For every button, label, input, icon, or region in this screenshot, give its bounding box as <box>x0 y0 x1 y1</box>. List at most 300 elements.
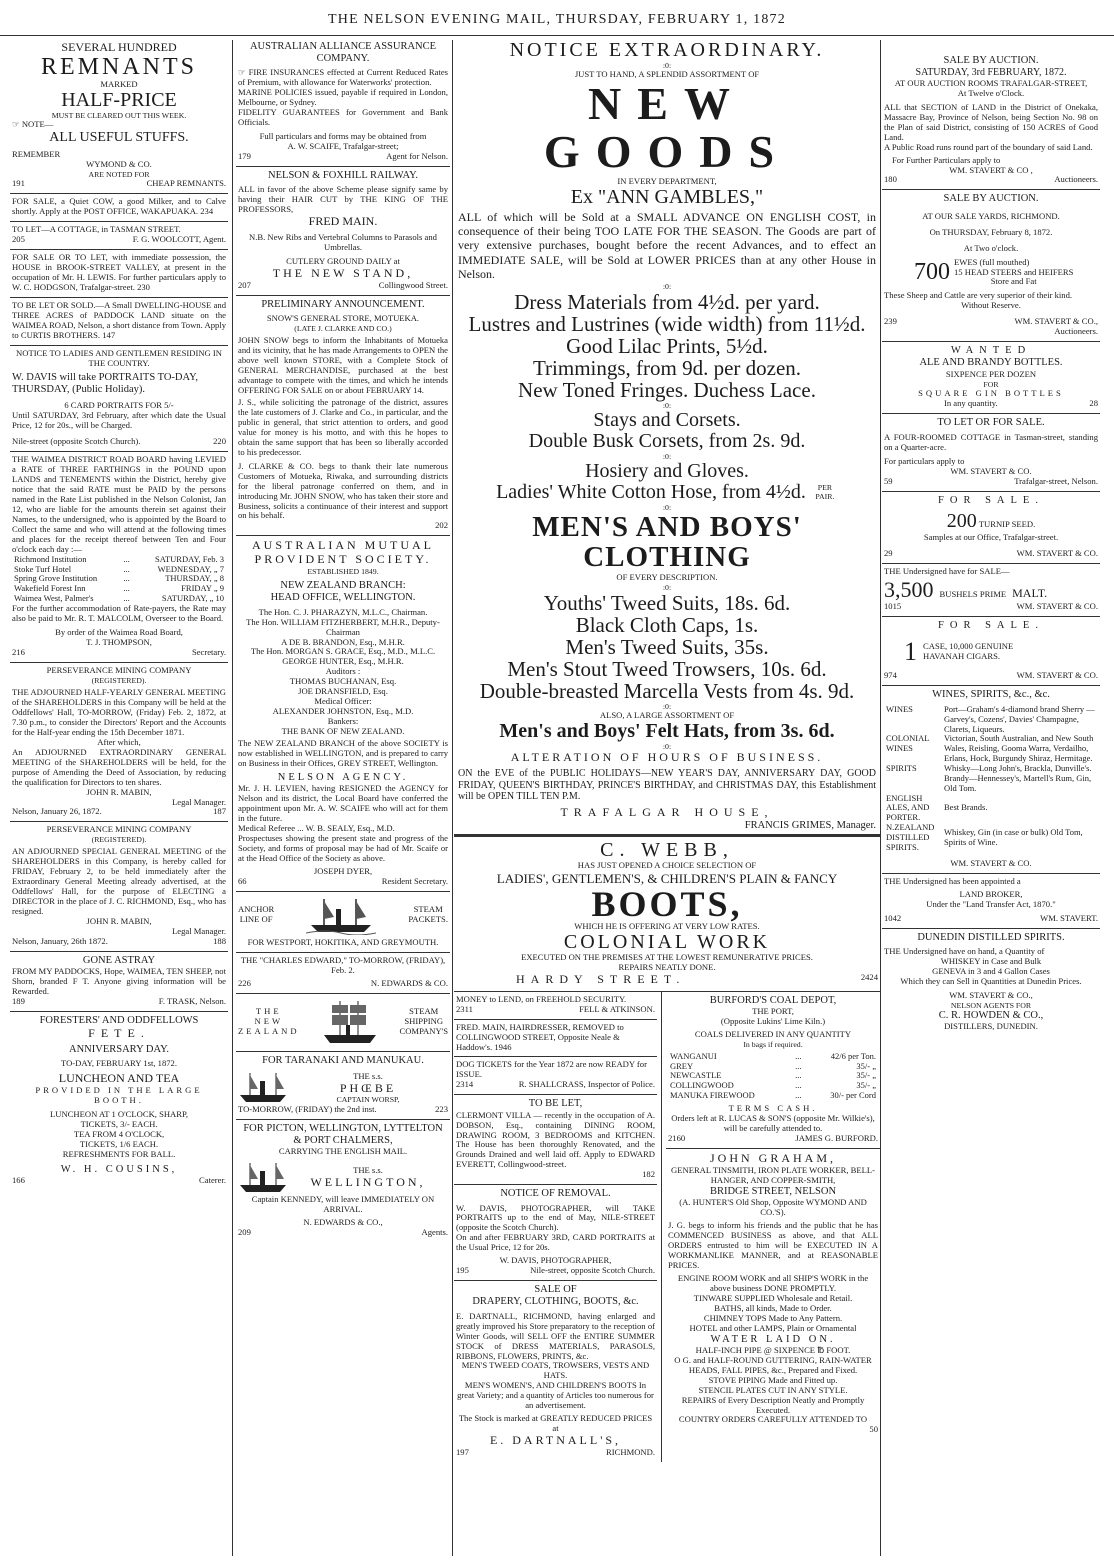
ad-text: MONEY to LEND, on FREEHOLD SECURITY. <box>456 993 627 1004</box>
wine-category: N.ZEALAND DISTILLED SPIRITS. <box>886 822 935 852</box>
ad-text: AN ADJOURNED SPECIAL GENERAL MEETING of the SHAREHOLDERS in this Company, is hereby called for FRIDAY, February 2, to be held immediately after the Extraordinary General Meeting already advertised, at the Oddfellows' Hall, for the purpose of ELECTING a DIRECTOR in the place of J. C. RICHMOND, Esq., who has resigned. <box>12 846 226 917</box>
ad-line: 15 HEAD STEERS and HEIFERS <box>954 266 1074 277</box>
ad-line: COMPANY'S <box>399 1025 448 1036</box>
ad-number: 50 <box>869 1424 878 1435</box>
ad-line: OF EVERY DESCRIPTION. <box>616 571 718 582</box>
ad-line: REFRESHMENTS FOR BALL. <box>62 1149 176 1160</box>
ad-line: (Opposite Lukins' Lime Kiln.) <box>720 1015 826 1026</box>
ad-line: Resident Secretary. <box>381 875 448 886</box>
coal-row-cell: COLLINGWOOD <box>670 1080 734 1091</box>
ad-line: Legal Manager. <box>172 926 226 937</box>
price-item: New Toned Fringes. Duchess Lace. <box>518 377 816 402</box>
ad-sign: F. G. WOOLCOTT, Agent. <box>132 234 226 245</box>
ad-line: THE s.s. <box>353 1070 383 1081</box>
ad-line: (A. HUNTER'S Old Shop, Opposite WYMOND AND CO.'S). <box>679 1196 867 1217</box>
wine-category: SPIRITS <box>886 762 917 773</box>
board-list <box>238 608 448 668</box>
ad-line: REPAIRS NEATLY DONE. <box>618 961 716 972</box>
ad-head: PERSEVERANCE MINING COMPANY <box>46 824 192 835</box>
ad-head: ALTERATION OF HOURS OF BUSINESS. <box>510 750 824 765</box>
ad-head: WANTED <box>950 345 1032 357</box>
ad-number: 28 <box>1089 397 1098 408</box>
ad-line: By order of the Waimea Road Board, <box>55 626 183 637</box>
ad-line: SALE OF <box>534 1284 577 1296</box>
coal-row-cell: ... <box>795 1050 802 1061</box>
ad-line: TRAFALGAR HOUSE, <box>560 804 774 819</box>
ad-title: AUSTRALIAN MUTUAL <box>252 538 434 553</box>
ad-line: NELSON AGENTS FOR <box>950 1000 1032 1010</box>
ad-title: WELLINGTON, <box>310 1175 426 1190</box>
ad-number: 2314 <box>456 1079 474 1090</box>
schedule-row-cell: ... <box>123 563 130 574</box>
ad-number: 226 <box>238 977 251 988</box>
board-member: A DE B. BRANDON, Esq., M.H.R. <box>281 636 405 647</box>
ad-line: JOE DRANSFIELD, Esq. <box>298 686 388 697</box>
ad-line: Trafalgar-street, Nelson. <box>1014 475 1098 486</box>
ad-sign: WM. STAVERT & CO., <box>949 989 1033 1000</box>
ad-sign: R. SHALLCRASS, Inspector of Police. <box>518 1079 655 1090</box>
ad-head: SALE BY AUCTION. <box>943 55 1039 66</box>
ad-number: 2160 <box>668 1132 686 1143</box>
price-item: Men's Stout Tweed Trowsers, 10s. 6d. <box>507 656 827 681</box>
ad-title: COLONIAL WORK <box>563 930 771 953</box>
board-member: The Hon. WILLIAM FITZHERBERT, M.H.R., Deputy-Chairman <box>246 616 440 637</box>
separator: :0: <box>662 582 672 592</box>
ad-line: MALT. <box>1012 585 1048 600</box>
ad-sign: WM. STAVERT & CO. <box>950 857 1032 868</box>
ad-line: COALS DELIVERED IN ANY QUANTITY <box>694 1028 852 1039</box>
taranaki-ad <box>236 1052 450 1120</box>
ad-line: TERMS CASH. <box>728 1103 818 1114</box>
ad-line: W. DAVIS will take PORTRAITS TO-DAY, THURSDAY, (Public Holiday). <box>12 371 198 395</box>
ad-line: Nile-street, opposite Scotch Church. <box>530 1265 655 1276</box>
ad-number: 59 <box>884 475 893 486</box>
coal-row-cell: 30/- per Cord <box>830 1090 876 1101</box>
ad-line: HAS JUST OPENED A CHOICE SELECTION OF <box>577 859 757 870</box>
ad-number: 197 <box>456 1447 469 1458</box>
ad-line: BATHS, all kinds, Made to Order. <box>714 1302 832 1313</box>
waimea-ad <box>10 452 228 663</box>
wine-list: Whiskey, Gin (in case or bulk) Old Tom, Spirits of Wine. <box>944 827 1083 847</box>
amp-ad <box>236 536 450 892</box>
ad-line: Under the "Land Transfer Act, 1870." <box>926 898 1056 909</box>
ad-text: FOR SALE, a Quiet COW, a good Milker, and to Calve shortly. Apply at the POST OFFICE, WAKAPUAKA. <box>12 196 226 217</box>
separator: :0: <box>662 701 672 711</box>
ad-line: Captain KENNEDY, will leave IMMEDIATELY ON ARRIVAL. <box>251 1194 435 1215</box>
ad-number: 195 <box>456 1265 469 1276</box>
ad-text: W. DAVIS, PHOTOGRAPHER, will TAKE PORTRAITS up to the end of May, NILE-STREET (opposite the Scotch Church). <box>456 1202 655 1233</box>
ad-text: These Sheep and Cattle are very superior of their kind. <box>884 290 1073 301</box>
ad-number: 189 <box>12 996 25 1007</box>
ad-line: At Two o'clock. <box>963 242 1019 253</box>
ad-line: STEAM <box>413 903 443 914</box>
board-member: The Hon. MORGAN S. GRACE, Esq., M.D., M.L.C. <box>250 646 436 657</box>
ad-line: LADIES', GENTLEMEN'S, & CHILDREN'S PLAIN & FANCY <box>496 870 838 886</box>
price-item: Good Lilac Prints, 5½d. <box>566 333 768 358</box>
ad-number: 179 <box>238 151 251 162</box>
ad-text: J. G. begs to inform his friends and the public that he has COMMENCED BUSINESS as above, and that ALL ORDERS entrusted to him will be EXECUTED IN A WORKMANLIKE MANNER, and at REASONABLE PRICES. <box>668 1219 878 1270</box>
perseverance-ad-1 <box>10 663 228 823</box>
ad-line: CAPTAIN WORSP, <box>336 1095 400 1105</box>
ad-sign: FRANCIS GRIMES, Manager. <box>744 819 876 831</box>
ad-sign: WM. STAVERT & CO. <box>1016 669 1098 680</box>
ad-line: Agent for Nelson. <box>386 151 448 162</box>
price-item: Youths' Tweed Suits, 18s. 6d. <box>543 590 791 615</box>
ad-line: TURNIP SEED. <box>978 518 1036 529</box>
wine-row <box>884 764 1098 794</box>
ad-line: THE PORT, <box>752 1005 794 1016</box>
ad-line: REPAIRS of Every Description Neatly and Promptly Executed. <box>681 1394 865 1415</box>
schedule-row-cell: FRIDAY „ 9 <box>181 583 224 594</box>
ad-line: CUTLERY GROUND DAILY at <box>286 255 400 266</box>
schedule-row-cell: Spring Grove Institution <box>14 573 98 584</box>
price-item: Men's Tweed Suits, 35s. <box>565 634 769 659</box>
ad-line: AT OUR SALE YARDS, RICHMOND. <box>922 210 1060 221</box>
ad-line: Collingwood Street. <box>378 279 448 290</box>
ad-sign: WM. STAVERT & CO , <box>949 164 1033 175</box>
ad-title: 3,500 <box>884 576 934 602</box>
ad-title: 200 <box>946 509 977 532</box>
ad-text: An ADJOURNED EXTRAORDINARY GENERAL MEETING of the SHAREHOLDERS will be held, for the purpose of Amending the Deed of Association, by reducing the qualification for Directors to ten shares. <box>12 746 226 787</box>
schedule-row-cell: Stoke Turf Hotel <box>14 563 72 574</box>
ad-line: AT OUR AUCTION ROOMS TRAFALGAR-STREET, <box>894 77 1088 88</box>
ad-line: SNOW'S GENERAL STORE, MOTUEKA. <box>266 313 420 323</box>
coal-row-cell: 35/- „ <box>856 1060 876 1071</box>
wine-list: Best Brands. <box>944 802 988 813</box>
ad-line: ☞ NOTE— <box>12 119 54 130</box>
column-4 <box>882 38 1100 1560</box>
ad-line: PACKETS. <box>408 913 448 924</box>
railway-ad <box>236 167 450 296</box>
ad-sign: A. W. SCAIFE, Trafalgar-street; <box>287 141 399 152</box>
anchor-line-ad <box>236 892 450 953</box>
picton-ad <box>236 1120 450 1242</box>
coal-row-cell: MANUKA FIREWOOD <box>670 1090 755 1101</box>
ad-line: Secretary. <box>191 646 226 657</box>
ad-line: MEN'S TWEED COATS, TROWSERS, VESTS AND HATS. <box>461 1360 650 1381</box>
ad-head: AUSTRALIAN ALLIANCE ASSURANCE COMPANY. <box>249 41 437 65</box>
schedule-row-cell: ... <box>123 573 130 584</box>
ad-line: O G. and HALF-ROUND GUTTERING, RAIN-WATER HEADS, FALL PIPES, &c., Prepared and Fixed. <box>674 1354 872 1375</box>
ad-line: MEN'S WOMEN'S, AND CHILDREN'S BOOTS In great Variety; and a quantity of Articles too numerous for an advertisement. <box>457 1380 654 1411</box>
column-3 <box>454 38 880 1560</box>
ad-number: 2424 <box>860 971 878 982</box>
ad-head: FOR SALE. <box>938 494 1044 506</box>
price-item: Lustres and Lustrines (wide width) from 11½d. <box>468 311 866 336</box>
cottage-let-ad <box>882 414 1100 492</box>
ad-sign: JOHN R. MABIN, <box>86 786 152 797</box>
ad-line: WYMOND & CO. <box>86 159 152 170</box>
ad-number: 202 <box>435 520 448 531</box>
ad-line: After which, <box>97 736 141 747</box>
dunedin-spirits-ad <box>882 929 1100 1036</box>
ad-line: TICKETS, 1/6 EACH. <box>79 1139 159 1150</box>
ad-line: In any quantity. <box>944 397 998 408</box>
wine-list: Port—Graham's 4-diamond brand Sherry — Garvey's, Cozens', Davies' Champagne, Clarets, Liqueurs. <box>944 703 1095 734</box>
ad-line: TO-MORROW, (FRIDAY) the 2nd inst. <box>238 1104 377 1114</box>
steamship-icon <box>306 895 376 935</box>
ad-line: LUNCHEON AT 1 O'CLOCK, SHARP, <box>50 1109 188 1120</box>
ad-line: STENCIL PLATES CUT IN ANY STYLE. <box>698 1384 848 1395</box>
ad-line: SHIPPING <box>404 1015 444 1026</box>
ad-line: The Stock is marked at GREATLY REDUCED PRICES at <box>458 1413 653 1434</box>
ad-head: PRELIMINARY ANNOUNCEMENT. <box>261 298 425 310</box>
schedule-row-cell: SATURDAY, „ 10 <box>161 593 224 604</box>
column-1 <box>10 38 228 1560</box>
turnip-seed-ad <box>882 492 1100 564</box>
malt-ad <box>882 564 1100 617</box>
ad-sign: N. EDWARDS & CO. <box>370 977 448 988</box>
ad-title: FRED MAIN. <box>308 214 378 229</box>
ad-number: 2311 <box>456 1003 473 1014</box>
ad-line: WHISKEY in Case and Bulk <box>940 955 1042 966</box>
wine-list: Victorian, South Australian, and New South Wales, Reisling, Gooma Warra, Verdailho, Erlans, Hock, Burgundy Shiraz, Hermitage. <box>944 733 1094 764</box>
ad-text: TO BE LET OR SOLD.—A Small DWELLING-HOUSE and THREE ACRES of PADDOCK LAND situate on the WAIMEA ROAD, Nelson, a short distance from Town. Apply to CURTIS BROTHERS. <box>12 299 226 340</box>
ad-head: SALE BY AUCTION. <box>943 193 1039 205</box>
ad-number: 216 <box>12 646 25 657</box>
ad-line: (REGISTERED). <box>91 835 147 845</box>
ad-line: At Twelve o'Clock. <box>957 87 1025 98</box>
steamship-icon <box>238 1161 288 1195</box>
ad-sign: JAMES G. BURFORD. <box>795 1132 878 1143</box>
wines-ad <box>882 686 1100 874</box>
ad-line: ANCHOR <box>238 903 275 914</box>
ad-line: FORESTERS' AND ODDFELLOWS <box>39 1015 199 1027</box>
ad-number: 223 <box>435 1104 448 1114</box>
ad-line: GENEVA in 3 and 4 Gallon Cases <box>932 965 1050 976</box>
schedule-row-cell: THURSDAY, „ 8 <box>165 573 224 584</box>
ad-text: J. S., while soliciting the patronage of the district, assures the late customers of J. Clarke and Co., in particular, and the public in general, that strict attention to orders, and good value for money is his motto, and with this he hopes to obtain the same support that has been so liberally accorded to his predecessor. <box>238 396 448 457</box>
ad-text: J. CLARKE & CO. begs to thank their late numerous Customers of Motueka, Riwaka, and surrounding districts for the liberal patronage conferred on them, and in introducing Mr. JOHN SNOW, who has taken their store and Business, solicits a continuance of their interest and support on his behalf. <box>238 460 448 521</box>
ad-text: For the further accommodation of Rate-payers, the Rate may also be paid to Mr. R. T. MALCOLM, Overseer to the Board. <box>12 603 226 623</box>
ad-title: PHŒBE <box>339 1080 397 1095</box>
ad-text: On and after FEBRUARY 3RD, CARD PORTRAITS at the Usual Price, 12 for 20s. <box>456 1232 655 1253</box>
ad-line: NEW ZEALAND BRANCH: <box>280 580 406 592</box>
ad-number: 230 <box>137 282 150 293</box>
paddock-ad <box>10 298 228 346</box>
ad-head: FOR PICTON, WELLINGTON, LYTTELTON & PORT CHALMERS, <box>243 1122 443 1147</box>
ad-line: STOVE PIPING Made and Fitted up. <box>708 1374 838 1385</box>
ad-text: FOR SALE OR TO LET, with immediate possession, the HOUSE in BROOK-STREET VALLEY, at present in the occupation of Mr. H. LEWIS. For further particulars apply to W. C. HODGSON, Trafalgar-street. <box>12 252 226 293</box>
ad-line: WHICH HE IS OFFERING AT VERY LOW RATES. <box>574 920 760 931</box>
ad-text: Mr. J. H. LEVIEN, having RESIGNED the AGENCY for Nelson and its district, the Local Board have conferred the appointment upon Mr. A. W. SCAIFE who will act for them in the future. <box>238 783 448 824</box>
schedule-row-cell: Wakefield Forest Inn <box>14 583 86 594</box>
steamship-icon <box>238 1071 288 1105</box>
ad-line: ALSO, A LARGE ASSORTMENT OF <box>599 710 735 721</box>
ad-sign: WM. STAVERT. <box>1040 912 1098 923</box>
wine-row <box>884 734 1098 764</box>
ad-head: BURFORD'S COAL DEPOT, <box>709 994 837 1006</box>
column-2 <box>236 38 450 1560</box>
ad-line: HEAD OFFICE, WELLINGTON. <box>270 592 416 604</box>
ad-line: ENGINE ROOM WORK and all SHIP'S WORK in the above business DONE PROMPTLY. <box>677 1272 869 1293</box>
ad-line: FOR WESTPORT, HOKITIKA, AND GREYMOUTH. <box>247 936 439 947</box>
ad-title: MEN'S AND BOYS' CLOTHING <box>532 510 802 574</box>
ad-line: TO-DAY, FEBRUARY 1st, 1872. <box>60 1058 178 1069</box>
ad-text: THE "CHARLES EDWARD," TO-MORROW, (FRIDAY), Feb. 2. <box>240 954 446 975</box>
price-item: Dress Materials from 4½d. per yard. <box>514 289 820 314</box>
ad-line: C. R. HOWDEN & CO., <box>938 1009 1044 1021</box>
coal-row-cell: ... <box>795 1080 802 1091</box>
ad-line: Ladies' White Cotton Hose, from 4½d. <box>496 480 806 503</box>
ad-head: NELSON & FOXHILL RAILWAY. <box>268 170 418 182</box>
coal-row <box>668 1091 878 1101</box>
ad-head: TO LET OR FOR SALE. <box>937 416 1045 428</box>
price-list <box>458 592 876 702</box>
ad-line: ZEALAND <box>238 1025 300 1036</box>
ad-line: JUST TO HAND, A SPLENDID ASSORTMENT OF <box>574 69 760 80</box>
ad-line: Bankers: <box>327 716 359 727</box>
ad-title: JOHN GRAHAM, <box>709 1150 836 1165</box>
ad-sign: N. EDWARDS & CO., <box>303 1217 383 1228</box>
prelim-ad <box>236 296 450 537</box>
schedule-row-cell: ... <box>123 553 130 564</box>
ad-sign: W. DAVIS, PHOTOGRAPHER, <box>499 1255 612 1266</box>
land-broker-ad <box>882 874 1100 929</box>
money-ad <box>454 992 657 1020</box>
ad-line: LUNCHEON AND TEA <box>58 1071 180 1086</box>
ad-line: LINE OF <box>239 913 273 924</box>
ad-head: TO BE LET, <box>528 1098 583 1110</box>
ad-line: THE <box>255 1005 282 1016</box>
price-item: Double-breasted Marcella Vests from 4s. 9d. <box>479 678 855 703</box>
burford-coal-ad <box>666 992 880 1149</box>
ad-line: SQUARE GIN BOTTLES <box>918 387 1064 398</box>
ad-line: LAND BROKER, <box>959 888 1023 899</box>
nz-shipping-ad <box>236 994 450 1052</box>
wine-row <box>884 823 1098 853</box>
wine-row <box>884 794 1098 824</box>
coal-row <box>668 1052 878 1062</box>
ad-text: A FOUR-ROOMED COTTAGE in Tasman-street, standing on a Quarter-acre. <box>884 431 1098 452</box>
ad-line: ANNIVERSARY DAY. <box>69 1044 169 1056</box>
ad-head: GONE ASTRAY <box>82 955 156 967</box>
ad-line: NOTICE TO LADIES AND GENTLEMEN RESIDING IN THE COUNTRY. <box>16 347 222 368</box>
schedule-row-cell: SATURDAY, Feb. 3 <box>155 553 224 564</box>
ad-text: ☞ FIRE INSURANCES effected at Current Reduced Rates of Premium, with allowance for Waterworks' protection. <box>238 67 448 88</box>
coal-row-cell: 35/- „ <box>856 1070 876 1081</box>
ad-title: Ex "ANN GAMBLES," <box>570 185 764 208</box>
small-ads-left <box>454 992 662 1463</box>
ad-number: 188 <box>213 936 226 947</box>
ad-text: THE WAIMEA DISTRICT ROAD BOARD having LEVIED a RATE of THREE FARTHINGS in the POUND upon LANDS and TENEMENTS within the District, hereby give notice that the said RATE must be PAID by the persons named in the Rate List published in the Nelson Colonist, Jan 12, who are liable for the amounts therein set against their Names, to the undersigned, who is appointed by the Board to Collect the same and who will attend at the following times and places for the receipt thereof between Ten and Four o'clock each day :— <box>12 454 226 554</box>
ad-number: 205 <box>12 234 25 245</box>
wine-row <box>884 705 1098 735</box>
ad-line: THOMAS BUCHANAN, Esq. <box>289 676 397 687</box>
ad-line: Samples at our Office, Trafalgar-street. <box>923 531 1059 542</box>
ad-sign: W. H. COUSINS, <box>60 1164 178 1176</box>
ad-head: NOTICE OF REMOVAL. <box>500 1188 611 1200</box>
ad-line: Auctioneers. <box>1054 326 1098 337</box>
cottage-ad <box>10 222 228 250</box>
ad-number: 239 <box>884 316 897 327</box>
ad-head: PERSEVERANCE MINING COMPANY <box>46 664 192 675</box>
ad-line: Auditors : <box>325 666 361 677</box>
ad-text: THE ADJOURNED HALF-YEARLY GENERAL MEETING of the SHAREHOLDERS in this Company will be held at the Oddfellows' Hall, TO-MORROW, (Friday) Feb. 2, 1872, at 7.30 p.m., to consider the Directors' Report and the Accounts for the Half-year ending the 15th December 1871. <box>12 686 226 737</box>
ad-line: On THURSDAY, February 8, 1872. <box>929 226 1053 237</box>
ad-line: IN EVERY DEPARTMENT, <box>617 175 717 186</box>
to-be-let-ad <box>454 1095 657 1185</box>
ad-number: 207 <box>238 279 251 290</box>
coal-row-cell: 35/- „ <box>856 1080 876 1091</box>
ad-line: ALEXANDER JOHNSTON, Esq., M.D. <box>272 706 414 717</box>
ad-line: HOTEL and other LAMPS, Plain or Ornamental <box>689 1322 857 1333</box>
separator: :0: <box>662 281 672 291</box>
coal-row-cell: GREY <box>670 1060 694 1071</box>
ad-text: TO LET—A COTTAGE, in TASMAN STREET. <box>12 224 181 235</box>
ad-title: NEW GOODS <box>543 78 791 178</box>
ad-title: THE NEW STAND, <box>272 265 414 280</box>
ad-text: MARINE POLICIES issued, payable if required in London, Melbourne, or Sydney. <box>238 87 448 108</box>
ad-text: FROM MY PADDOCKS, Hope, WAIMEA, TEN SHEEP, not Shorn, branded F T. Anyone giving information will be Rewarded. <box>12 966 226 997</box>
wine-list: Whisky—Long John's, Brackla, Dunville's. Brandy—Hennessey's, Martell's Rum, Gin, Old Tom. <box>944 762 1092 793</box>
ad-text: Prospectuses showing the present state and progress of the Society, and forms of proposal may be had of Mr. Scaife or at the Head Office of the Society as above. <box>238 833 448 864</box>
ad-line: ARE NOTED FOR <box>88 170 150 180</box>
coal-row-cell: ... <box>795 1090 802 1101</box>
ad-line: REMEMBER <box>12 149 61 160</box>
ad-text: ON the EVE of the PUBLIC HOLIDAYS—NEW YEAR'S DAY, ANNIVERSARY DAY, GOOD FRIDAY, QUEEN'S BIRTHDAY, PRINCE'S BIRTHDAY, and CHRISTMAS DAY, this Establishment will be OPEN TILL TEN P.M. <box>458 767 876 803</box>
small-ads <box>454 992 880 1463</box>
ad-number: 187 <box>213 806 226 817</box>
ad-line: Medical Officer: <box>314 696 372 707</box>
ad-text: A Public Road runs round part of the boundary of said Land. <box>884 141 1093 152</box>
ad-line: BRIDGE STREET, NELSON <box>709 1185 837 1197</box>
ad-line: Which they can Sell in Quantities at Dunedin Prices. <box>900 975 1082 986</box>
ad-sign: T. J. THOMPSON, <box>86 636 152 647</box>
ad-line: SEVERAL HUNDRED <box>61 40 177 54</box>
ad-head: WINES, SPIRITS, &c., &c. <box>932 688 1050 700</box>
small-ads-right <box>662 992 880 1463</box>
ad-head: DUNEDIN DISTILLED SPIRITS. <box>917 931 1065 943</box>
ad-text: THE Undersigned have on hand, a Quantity of <box>884 945 1045 956</box>
ad-line: EXECUTED ON THE PREMISES AT THE LOWEST REMUNERATIVE PRICES. <box>521 951 813 962</box>
ad-line: RICHMOND. <box>606 1447 655 1458</box>
ad-line: (LATE J. CLARKE AND CO.) <box>294 323 392 333</box>
ad-sign: WM. STAVERT & CO. <box>1016 601 1098 612</box>
ad-line: TICKETS, 3/- EACH. <box>80 1119 158 1130</box>
ad-text: CLERMONT VILLA — recently in the occupation of A. DOBSON, Esq., containing DINING ROOM, DRAWING ROOM, 3 BEDROOMS and KITCHEN. The House has been thoroughly Renovated, and the Grounds Drained and well laid off. Apply to EDWARD EVERETT, Collingwood-street. <box>456 1109 655 1170</box>
ad-line: MUST BE CLEARED OUT THIS WEEK. <box>51 111 187 121</box>
ad-text: ALL that SECTION of LAND in the District of Onekaka, Massacre Bay, Province of Nelson, being Section No. 98 on the Plan of said District, consisting of 150 ACRES of Good Land. <box>884 101 1098 142</box>
ad-line: WATER LAID ON. <box>710 1333 836 1345</box>
auction-ad-1 <box>882 38 1100 190</box>
ad-number: 182 <box>642 1169 655 1180</box>
ad-line: Full particulars and forms may be obtained from <box>259 131 427 142</box>
ad-line: Legal Manager. <box>172 796 226 807</box>
schedule-row-cell: ... <box>123 593 130 604</box>
ad-line: In bags if required. <box>743 1039 803 1049</box>
ad-text: FRED. MAIN, HAIRDRESSER, REMOVED to COLLINGWOOD STREET, Opposite Neale & Haddow's. <box>456 1021 624 1052</box>
ad-line: Agents. <box>421 1227 448 1238</box>
ad-line: NEW <box>254 1015 284 1026</box>
ad-line: Nelson, January, 26th 1872. <box>12 936 108 947</box>
separator: :0: <box>662 61 672 70</box>
coal-row-cell: NEWCASTLE <box>670 1070 722 1081</box>
ad-head: FOR SALE. <box>938 620 1044 632</box>
ad-sign: E. DARTNALL'S, <box>489 1433 622 1448</box>
removal-ad <box>454 1185 657 1281</box>
ad-line: 6 CARD PORTRAITS FOR 5/- <box>64 400 174 411</box>
ad-line: CARRYING THE ENGLISH MAIL. <box>278 1146 408 1157</box>
price-list <box>458 291 876 401</box>
ad-line: GENERAL TINSMITH, IRON PLATE WORKER, BELL-HANGER, AND COPPER-SMITH, <box>671 1164 875 1185</box>
ad-number: 209 <box>238 1227 251 1238</box>
ad-line: HALF-INCH PIPE @ SIXPENCE ℔ FOOT. <box>695 1344 851 1355</box>
ad-line: Nelson, January 26, 1872. <box>12 806 102 817</box>
ad-head: DRAPERY, CLOTHING, BOOTS, &c. <box>472 1296 639 1308</box>
ad-number: 29 <box>884 547 893 558</box>
graham-ad <box>666 1149 880 1440</box>
